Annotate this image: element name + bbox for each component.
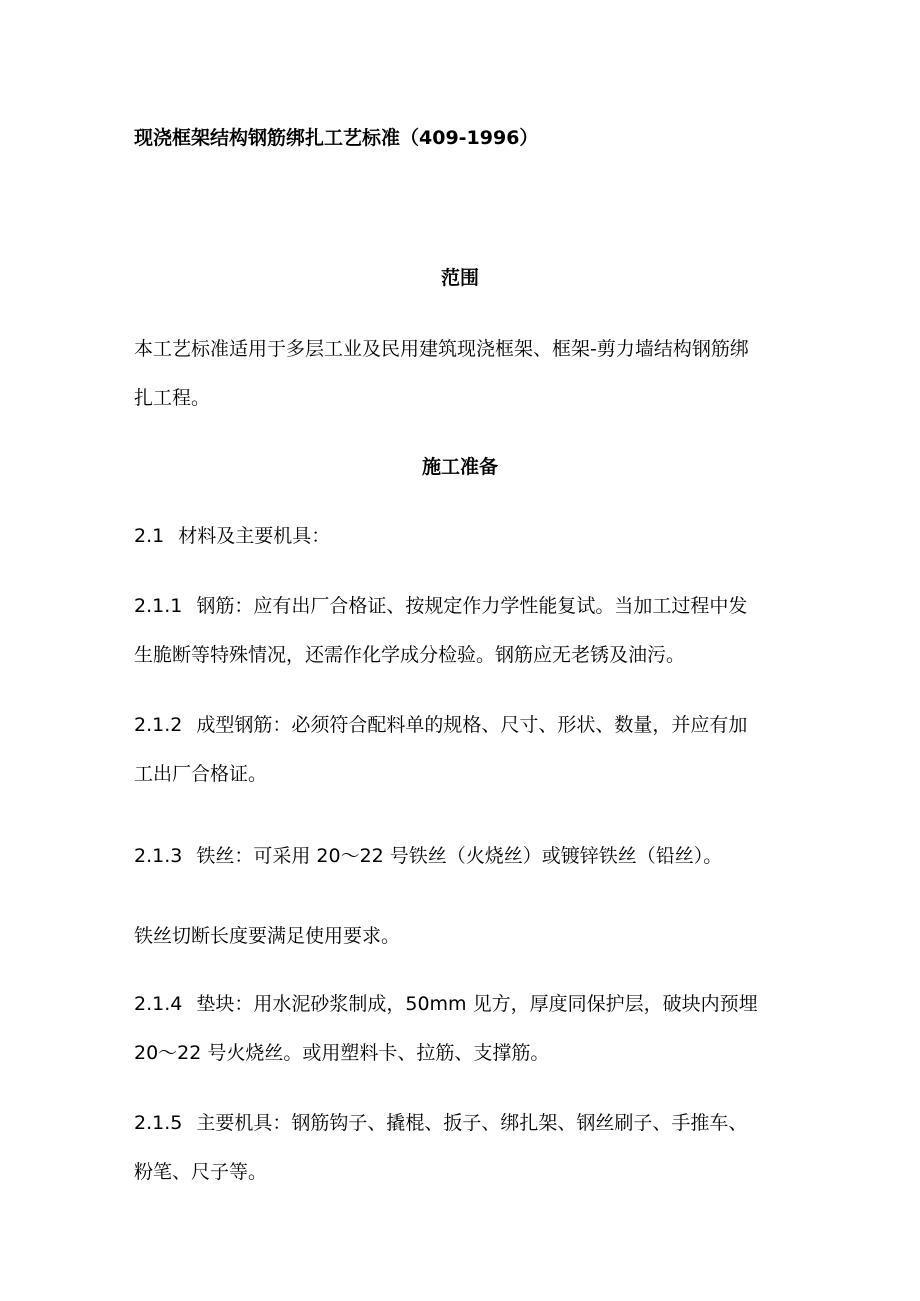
paragraph-line: 工出厂合格证。 xyxy=(134,763,268,785)
paragraph-line: 本工艺标准适用于多层工业及民用建筑现浇框架、框架-剪力墙结构钢筋绑 xyxy=(134,338,749,360)
paragraph-line: 材料及主要机具： xyxy=(178,525,331,547)
clause-number: 2.1 xyxy=(134,525,165,547)
clause-2-1-1 xyxy=(134,582,794,680)
paragraph-line: 成型钢筋：必须符合配料单的规格、尺寸、形状、数量，并应有加 xyxy=(196,714,748,736)
section-heading-preparation: 施工准备 xyxy=(421,456,498,478)
clause-number: 2.1.1 xyxy=(134,595,183,617)
clause-2-1 xyxy=(134,512,794,561)
clause-number: 2.1.5 xyxy=(134,1112,183,1134)
clause-number: 2.1.2 xyxy=(134,714,183,736)
paragraph-line: 主要机具：钢筋钩子、撬棍、扳子、绑扎架、钢丝刷子、手推车、 xyxy=(196,1112,748,1134)
paragraph-line: 铁丝切断长度要满足使用要求。 xyxy=(134,925,401,947)
clause-2-1-3 xyxy=(134,832,794,881)
paragraph-line: 钢筋：应有出厂合格证、按规定作力学性能复试。当加工过程中发 xyxy=(196,595,748,617)
clause-number: 2.1.4 xyxy=(134,993,183,1015)
paragraph-wire-length xyxy=(134,912,794,961)
clause-2-1-4 xyxy=(134,980,794,1078)
paragraph-line: 铁丝：可采用 20～22 号铁丝（火烧丝）或镀锌铁丝（铅丝）。 xyxy=(196,845,723,867)
clause-number: 2.1.3 xyxy=(134,845,183,867)
paragraph-scope xyxy=(134,325,794,423)
clause-2-1-2 xyxy=(134,701,794,799)
paragraph-line: 垫块：用水泥砂浆制成，50mm 见方，厚度同保护层，破块内预埋 xyxy=(196,993,758,1015)
paragraph-line: 20～22 号火烧丝。或用塑料卡、拉筋、支撑筋。 xyxy=(134,1042,550,1064)
paragraph-line: 粉笔、尺子等。 xyxy=(134,1161,268,1183)
paragraph-line: 扎工程。 xyxy=(134,387,211,409)
paragraph-line: 生脆断等特殊情况，还需作化学成分检验。钢筋应无老锈及油污。 xyxy=(134,644,686,666)
clause-2-1-5 xyxy=(134,1099,794,1197)
section-heading-scope: 范围 xyxy=(440,267,479,289)
document-title: 现浇框架结构钢筋绑扎工艺标准（409-1996） xyxy=(134,127,539,149)
